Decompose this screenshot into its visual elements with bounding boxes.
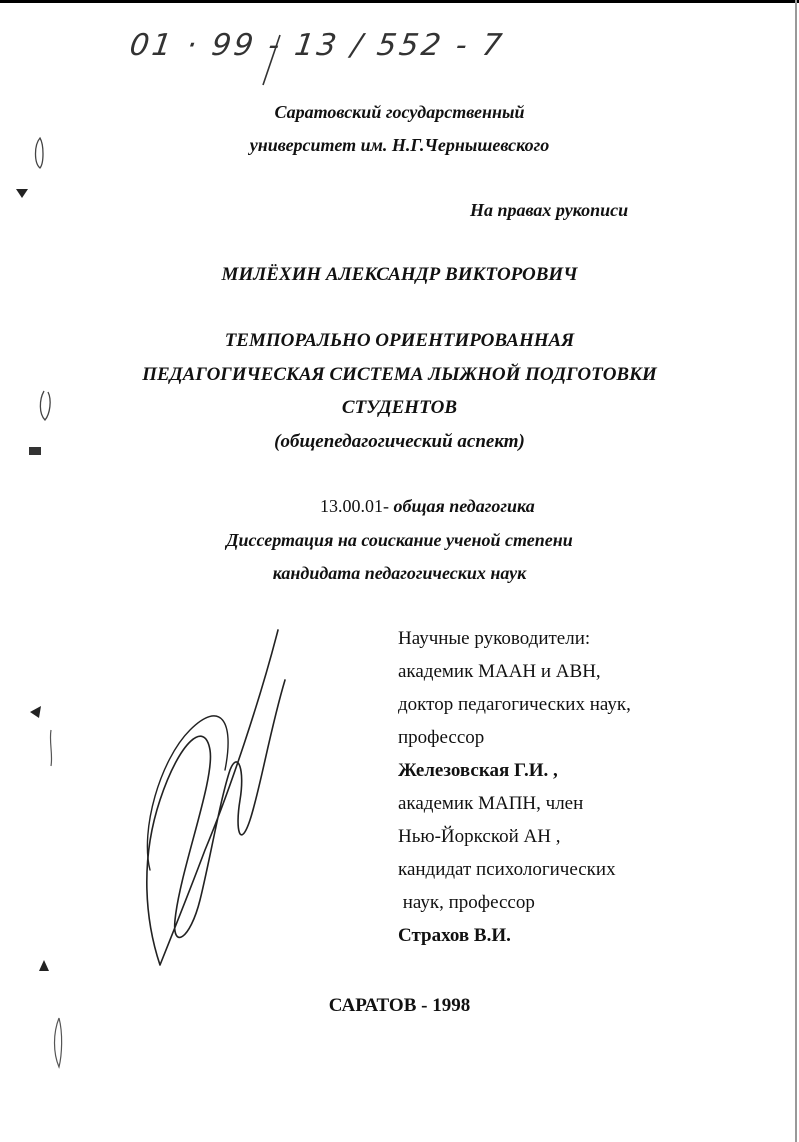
rights-note: На правах рукописи <box>470 200 629 220</box>
margin-punch-mark-4 <box>36 958 52 974</box>
title-line-1: ТЕМПОРАЛЬНО ОРИЕНТИРОВАННАЯ <box>224 330 575 351</box>
advisor-2-name: Страхов В.И. <box>398 925 511 946</box>
margin-pencil-mark-3 <box>46 728 56 768</box>
specialty-code: 13.00.01- <box>320 496 389 516</box>
specialty-name: общая педагогика <box>393 496 535 516</box>
author-name: МИЛЁХИН АЛЕКСАНДР ВИКТОРОВИЧ <box>221 264 578 285</box>
title-line-2: ПЕДАГОГИЧЕСКАЯ СИСТЕМА ЛЫЖНОЙ ПОДГОТОВКИ <box>142 364 657 385</box>
scan-top-edge <box>0 0 799 3</box>
degree-line-2: кандидата педагогических наук <box>272 563 527 583</box>
handwritten-slash <box>255 30 285 90</box>
degree-line-1: Диссертация на соискание ученой степени <box>226 530 573 550</box>
title-line-3: СТУДЕНТОВ <box>341 397 458 418</box>
margin-punch-mark-3 <box>28 704 44 720</box>
title-aspect: (общепедагогический аспект) <box>274 431 525 452</box>
margin-pencil-mark-4 <box>50 1015 68 1070</box>
institution-line-1: Саратовский государственный <box>274 102 525 122</box>
advisor-2-title-1: академик МАПН, член <box>398 793 584 814</box>
specialty-line <box>320 496 535 517</box>
institution-line-2: университет им. Н.Г.Чернышевского <box>249 135 550 155</box>
advisor-2-title-2: Нью-Йоркской АН , <box>398 826 561 847</box>
advisor-1-title-1: академик МААН и АВН, <box>398 661 601 682</box>
advisor-1-name: Железовская Г.И. , <box>398 760 558 781</box>
handwritten-code: 01 · 99 - 13 / 552 - 7 <box>127 28 507 63</box>
advisor-2-title-3: кандидат психологических <box>398 859 616 880</box>
footer-city-year: САРАТОВ - 1998 <box>328 995 471 1016</box>
margin-punch-mark <box>14 185 30 201</box>
advisors-heading: Научные руководители: <box>398 628 591 649</box>
advisor-2-title-4: наук, профессор <box>398 892 535 913</box>
advisor-1-title-3: профессор <box>398 727 485 748</box>
advisors-block <box>398 622 631 952</box>
advisor-1-title-2: доктор педагогических наук, <box>398 694 631 715</box>
handwritten-signature <box>120 620 320 980</box>
